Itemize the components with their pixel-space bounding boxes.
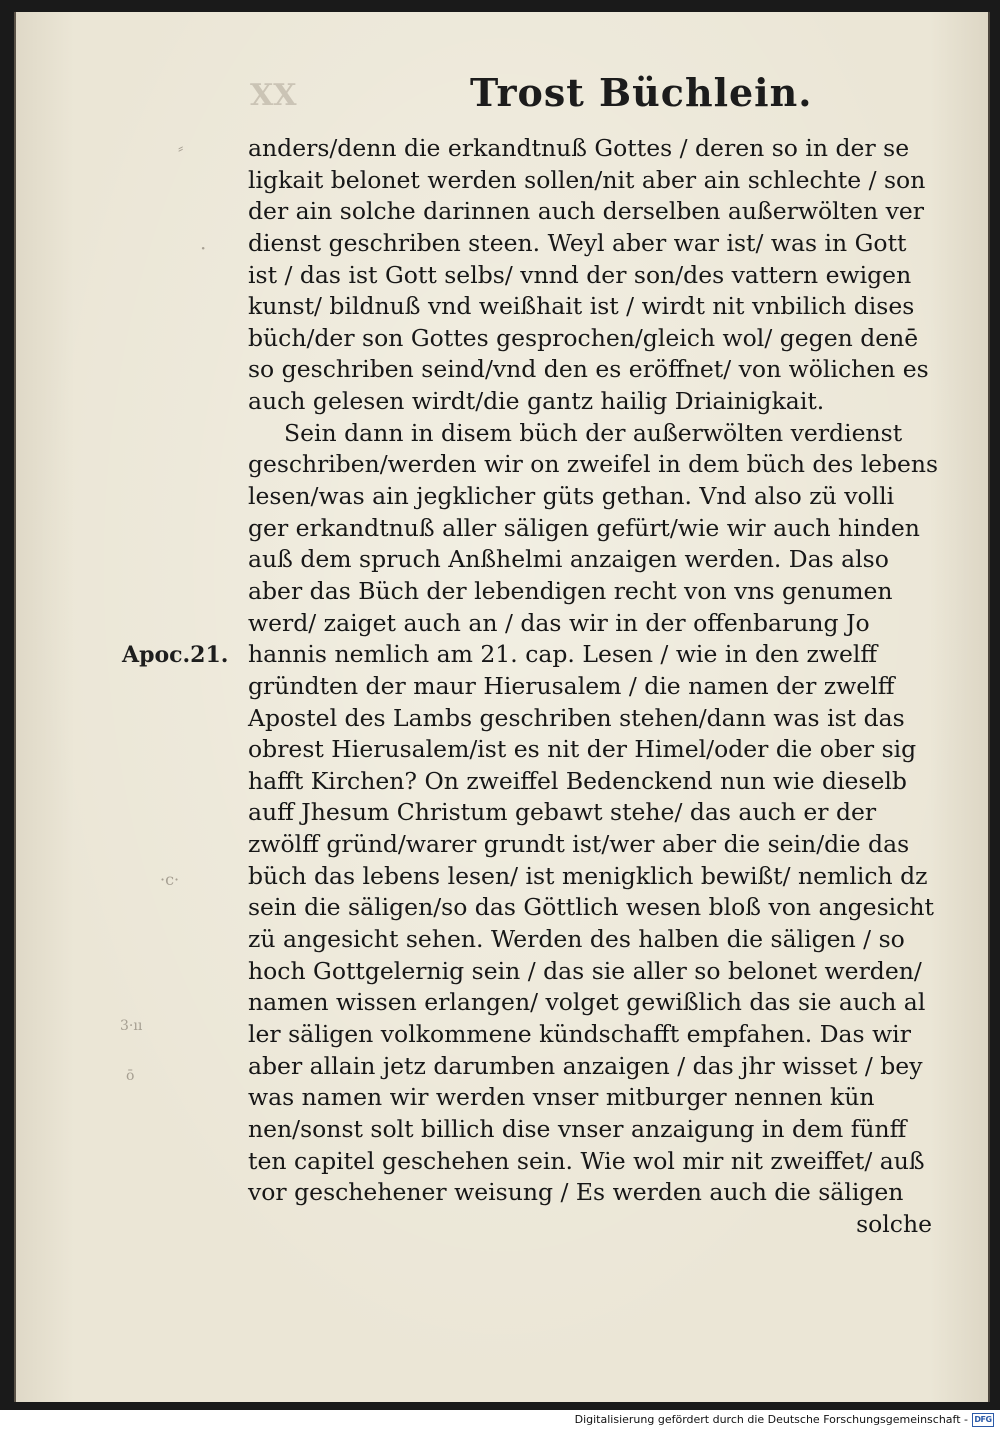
text-line: anders/denn die erkandtnuß Gottes / deren so in der se bbox=[248, 134, 910, 162]
text-line: ligkait belonet werden sollen/nit aber ain schlechte / son bbox=[248, 165, 926, 194]
text-line: werd/ zaiget auch an / das wir in der offenbarung Jo bbox=[248, 608, 870, 637]
body-text bbox=[248, 133, 938, 1240]
dfg-logo-icon: DFG bbox=[972, 1413, 994, 1427]
ink-mark: 3·ıı bbox=[120, 1018, 143, 1034]
text-line: nen/sonst solt billich dise vnser anzaigung in dem fünff bbox=[248, 1114, 907, 1143]
folio-number: XX bbox=[250, 78, 297, 113]
funding-credit: Digitalisierung gefördert durch die Deutsche Forschungsgemeinschaft - bbox=[574, 1413, 968, 1426]
text-line: zwölff gründ/warer grundt ist/wer aber die sein/die das bbox=[248, 830, 910, 859]
text-line: auff Jhesum Christum gebawt stehe/ das auch er der bbox=[248, 798, 877, 827]
text-line: ten capitel geschehen sein. Wie wol mir nit zweiffet/ auß bbox=[248, 1146, 925, 1175]
text-line: namen wissen erlangen/ volget gewißlich das sie auch al bbox=[248, 988, 926, 1017]
text-line: aber allain jetz darumben anzaigen / das jhr wisset / bey bbox=[248, 1051, 923, 1080]
text-line: kunst/ bildnuß vnd weißhait ist / wirdt nit vnbilich dises bbox=[248, 292, 915, 321]
text-line: ist / das ist Gott selbs/ vnnd der son/des vattern ewigen bbox=[248, 260, 912, 289]
running-head: Trost Büchlein. bbox=[470, 70, 813, 115]
text-line: obrest Hierusalem/ist es nit der Himel/oder die ober sig bbox=[248, 735, 917, 764]
text-line: dienst geschriben steen. Weyl aber war ist/ was in Gott bbox=[248, 228, 907, 257]
text-line: so geschriben seind/vnd den es eröffnet/ von wölichen es bbox=[248, 355, 929, 384]
text-line: hoch Gottgelernig sein / das sie aller so belonet werden/ bbox=[248, 956, 922, 985]
text-line: Sein dann in disem büch der außerwölten verdienst bbox=[284, 418, 903, 447]
footer-bar bbox=[0, 1410, 1000, 1431]
ink-mark: · bbox=[200, 236, 207, 260]
ink-mark: ō bbox=[126, 1068, 135, 1084]
text-line: was namen wir werden vnser mitburger nennen kün bbox=[248, 1083, 875, 1112]
text-line: ger erkandtnuß aller säligen gefürt/wie wir auch hinden bbox=[248, 513, 920, 542]
text-line: gründten der maur Hierusalem / die namen der zwelff bbox=[248, 671, 895, 700]
ink-mark: ⸗ bbox=[178, 138, 184, 157]
text-line: hafft Kirchen? On zweiffel Bedenckend nun wie dieselb bbox=[248, 766, 907, 795]
text-line: auß dem spruch Anßhelmi anzaigen werden. Das also bbox=[248, 545, 889, 574]
text-line: büch/der son Gottes gesprochen/gleich wol/ gegen denē bbox=[248, 323, 919, 352]
text-line: hannis nemlich am 21. cap. Lesen / wie in den zwelff bbox=[248, 640, 878, 669]
text-line: lesen/was ain jegklicher güts gethan. Vnd also zü volli bbox=[248, 482, 895, 511]
catchword: solche bbox=[856, 1209, 932, 1238]
text-line: der ain solche darinnen auch derselben außerwölten ver bbox=[248, 197, 925, 226]
text-line: vor geschehener weisung / Es werden auch die säligen bbox=[248, 1178, 904, 1207]
ink-mark: ·c· bbox=[160, 870, 180, 889]
text-line: zü angesicht sehen. Werden des halben die säligen / so bbox=[248, 925, 905, 954]
text-line: geschriben/werden wir on zweifel in dem büch des lebens bbox=[248, 450, 939, 479]
text-line: sein die säligen/so das Göttlich wesen bloß von angesicht bbox=[248, 893, 934, 922]
margin-note: Apoc.21. bbox=[122, 642, 229, 668]
text-line: Apostel des Lambs geschriben stehen/dann was ist das bbox=[248, 703, 905, 732]
text-line: aber das Büch der lebendigen recht von vns genumen bbox=[248, 576, 893, 605]
text-line: ler säligen volkommene kündschafft empfahen. Das wir bbox=[248, 1019, 911, 1048]
text-line: büch das lebens lesen/ ist menigklich bewißt/ nemlich dz bbox=[248, 861, 928, 890]
text-line: auch gelesen wirdt/die gantz hailig Driainigkait. bbox=[248, 387, 825, 416]
